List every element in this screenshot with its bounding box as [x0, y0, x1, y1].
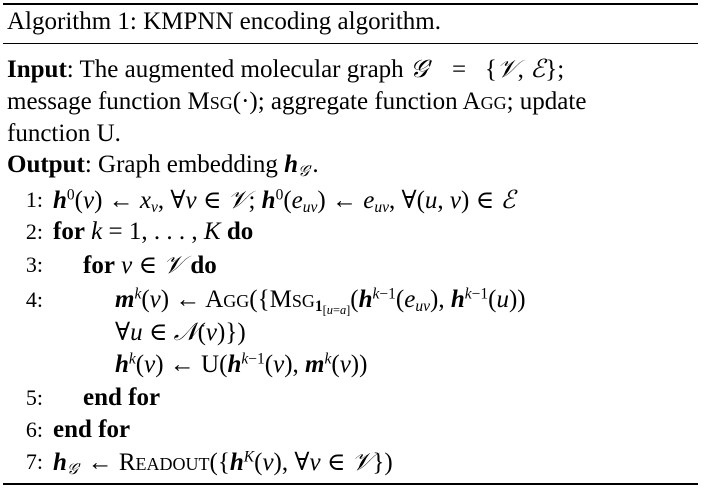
input-label: Input — [7, 56, 67, 83]
input-line-2: message function Msg(·); aggregate function Agg; update — [7, 88, 587, 115]
line-number: 3: — [25, 252, 43, 277]
line-number: 5: — [25, 385, 43, 410]
line-number: 4: — [25, 287, 43, 312]
top-rule — [3, 3, 698, 5]
caption-rule — [3, 43, 698, 44]
end-for-outer: end for — [53, 416, 131, 443]
output-block: Output: Graph embedding $h_{𝒢'}$. — [7, 151, 319, 180]
line-number: 6: — [25, 417, 43, 442]
algorithm-box: Algorithm 1: KMPNN encoding algorithm. Input: The augmented molecular graph 𝒢′ = {𝒱, ℰ}; message function Msg(·); aggregate function Agg; update function U. Output: Graph embedding $h_{𝒢'}$. 1: $h^0(v)$ ← $x_v$, ∀v ∈ 𝒱; $h^0(e_{uv})$ ← $e_{uv}$, ∀(u, v) ∈ ℰ 2: for k = 1, . . . , K do 3: for v ∈ 𝒱 do 4: $m^k(v)$ ← $Agg(\{Msg_{1_{[u=a]}}(h^{k-1}(e_{uv})$, $h^{k-1}(u)$) ∀u ∈ 𝒩(v)}) $h^k(v)$ ← $U(h^{k-1}(v)$, $m^k(v)$) 5: end for 6: end for 7: $h_{𝒢'}$ ← $Readout(\{h^K(v)$, ∀v ∈ 𝒱}) — [3, 3, 698, 485]
input-line-3: function U. — [7, 120, 121, 147]
end-for-inner: end for — [83, 384, 161, 411]
output-label: Output — [7, 151, 85, 178]
line-number: 1: — [25, 187, 43, 212]
line-number: 2: — [25, 219, 43, 244]
line-number: 7: — [25, 449, 43, 474]
algorithm-caption: Algorithm 1: KMPNN encoding algorithm. — [7, 8, 441, 35]
bottom-rule — [3, 483, 698, 485]
input-block: Input: The augmented molecular graph 𝒢′ = {𝒱, ℰ}; message function Msg(·); aggregate function Agg; update function U. — [7, 53, 695, 150]
